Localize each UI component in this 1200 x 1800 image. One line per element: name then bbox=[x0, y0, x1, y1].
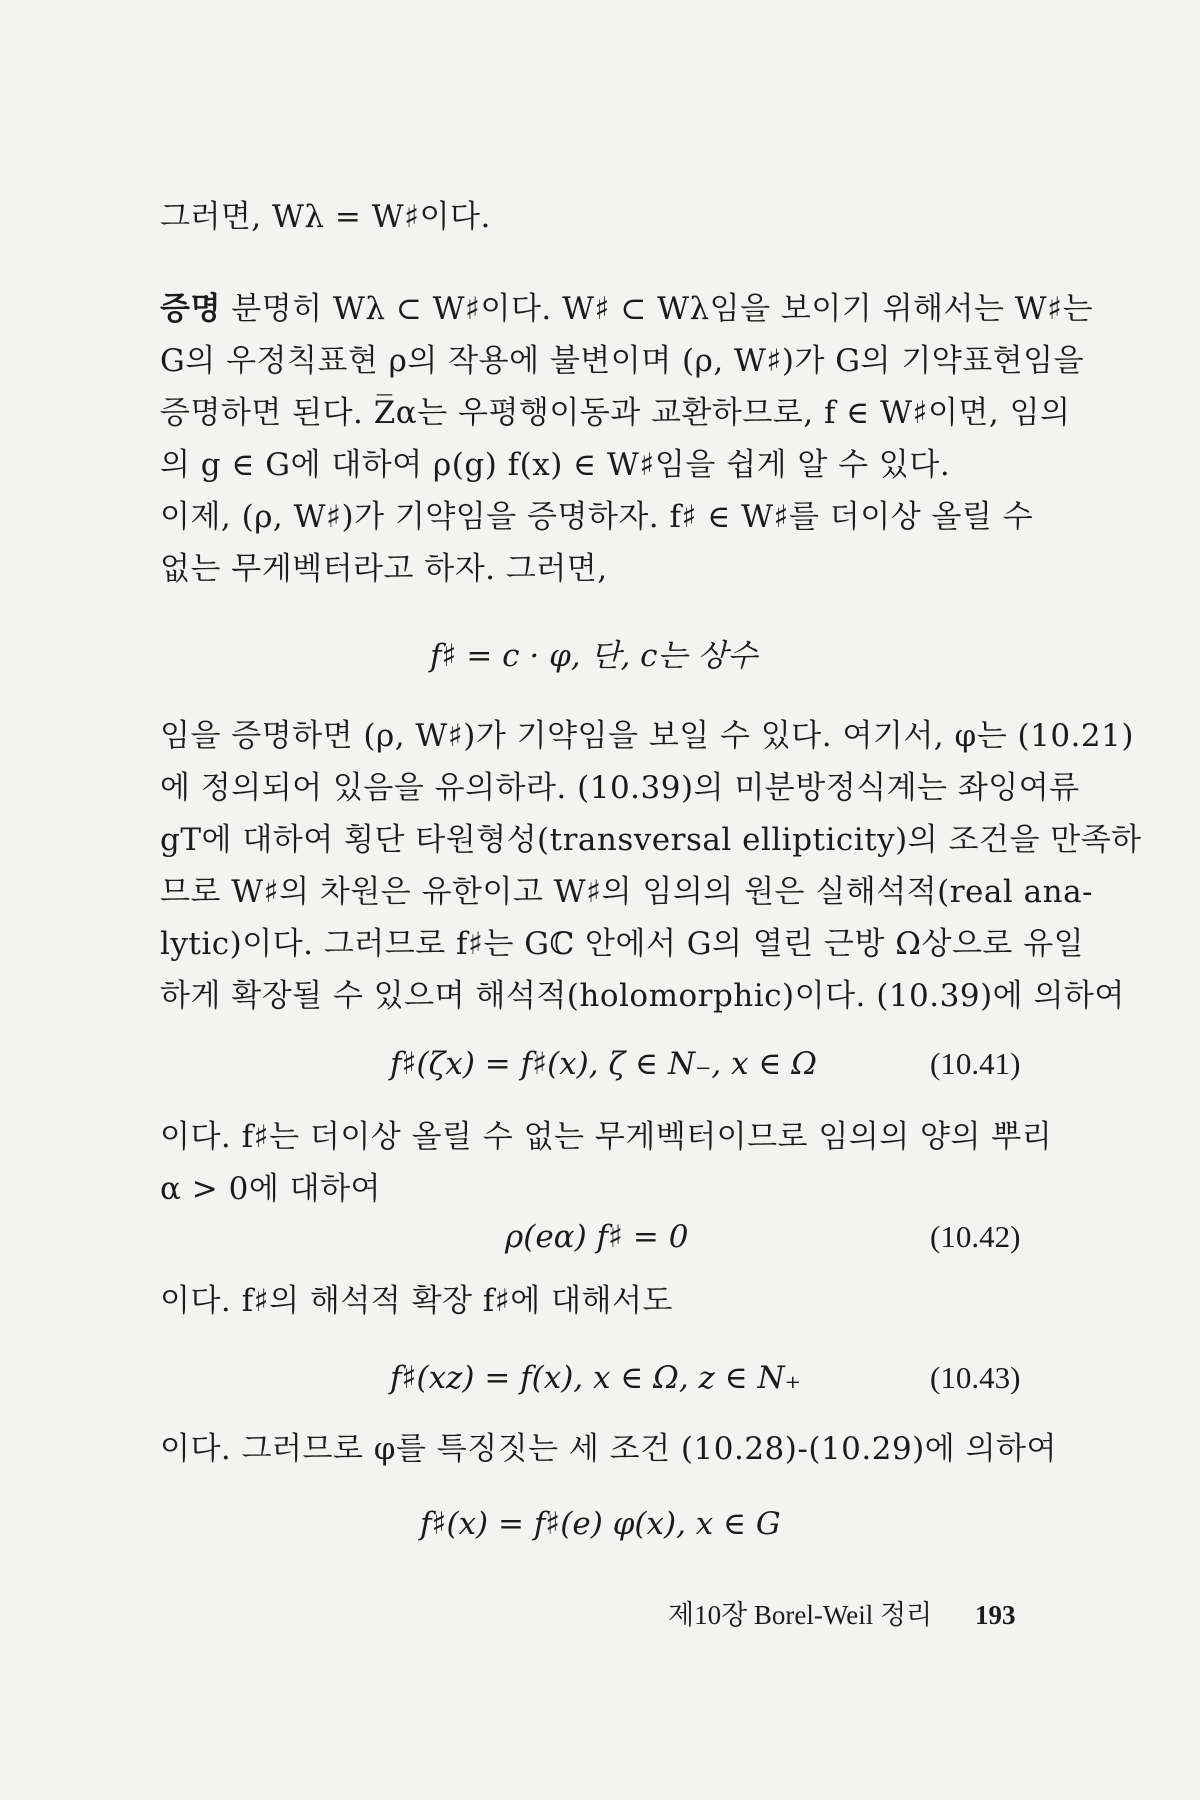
text-line-2-body: 분명히 Wλ ⊂ W♯이다. W♯ ⊂ Wλ임을 보이기 위해서는 W♯는 bbox=[220, 291, 1094, 327]
text-line-9: 에 정의되어 있음을 유의하라. (10.39)의 미분방정식계는 좌잉여류 bbox=[160, 770, 1080, 806]
page-number: 193 bbox=[975, 1600, 1016, 1630]
text-line-2 bbox=[160, 290, 1093, 328]
text-line-4: 증명하면 된다. Z̅α는 우평행이동과 교환하므로, f ∈ W♯이면, 임의 bbox=[160, 395, 1071, 431]
proof-label: 증명 bbox=[160, 291, 221, 327]
text-line-15: α > 0에 대하여 bbox=[160, 1171, 381, 1207]
text-line-12: lytic)이다. 그러므로 f♯는 Gℂ 안에서 G의 열린 근방 Ω상으로 유일 bbox=[160, 926, 1085, 962]
text-line-17: 이다. 그러므로 φ를 특징짓는 세 조건 (10.28)-(10.29)에 의하여 bbox=[160, 1431, 1057, 1467]
equation-10-41: f♯(ζx) = f♯(x), ζ ∈ N₋, x ∈ Ω bbox=[390, 1046, 817, 1082]
running-footer-chapter: 제10장 Borel-Weil 정리 bbox=[668, 1600, 933, 1630]
text-line-3: G의 우정칙표현 ρ의 작용에 불변이며 (ρ, W♯)가 G의 기약표현임을 bbox=[160, 343, 1085, 379]
equation-10-42: ρ(eα) f♯ = 0 bbox=[505, 1219, 689, 1255]
equation-number-10-43: (10.43) bbox=[930, 1360, 1021, 1395]
equation-number-10-41: (10.41) bbox=[930, 1046, 1021, 1081]
text-line-7: 없는 무게벡터라고 하자. 그러면, bbox=[160, 551, 608, 587]
text-line-10: gT에 대하여 횡단 타원형성(transversal ellipticity)의 조건을 만족하 bbox=[160, 822, 1142, 858]
equation-f-sharp-phi: f♯(x) = f♯(e) φ(x), x ∈ G bbox=[420, 1506, 781, 1542]
text-line-11: 므로 W♯의 차원은 유한이고 W♯의 임의의 원은 실해석적(real ana- bbox=[160, 874, 1094, 910]
equation-10-43: f♯(xz) = f(x), x ∈ Ω, z ∈ N₊ bbox=[390, 1360, 802, 1396]
equation-number-10-42: (10.42) bbox=[930, 1219, 1021, 1254]
text-line-5: 의 g ∈ G에 대하여 ρ(g) f(x) ∈ W♯임을 쉽게 알 수 있다. bbox=[160, 447, 951, 483]
text-line-1: 그러면, Wλ = W♯이다. bbox=[160, 199, 491, 235]
equation-f-sharp-const: f♯ = c · φ, 단, c는 상수 bbox=[430, 638, 758, 674]
text-line-6: 이제, (ρ, W♯)가 기약임을 증명하자. f♯ ∈ W♯를 더이상 올릴 수 bbox=[160, 499, 1034, 535]
text-line-8: 임을 증명하면 (ρ, W♯)가 기약임을 보일 수 있다. 여기서, φ는 (10.21) bbox=[160, 718, 1134, 754]
text-line-14: 이다. f♯는 더이상 올릴 수 없는 무게벡터이므로 임의의 양의 뿌리 bbox=[160, 1119, 1053, 1155]
text-line-16: 이다. f♯의 해석적 확장 f♯에 대해서도 bbox=[160, 1283, 673, 1319]
text-line-13: 하게 확장될 수 있으며 해석적(holomorphic)이다. (10.39)에 의하여 bbox=[160, 978, 1125, 1014]
